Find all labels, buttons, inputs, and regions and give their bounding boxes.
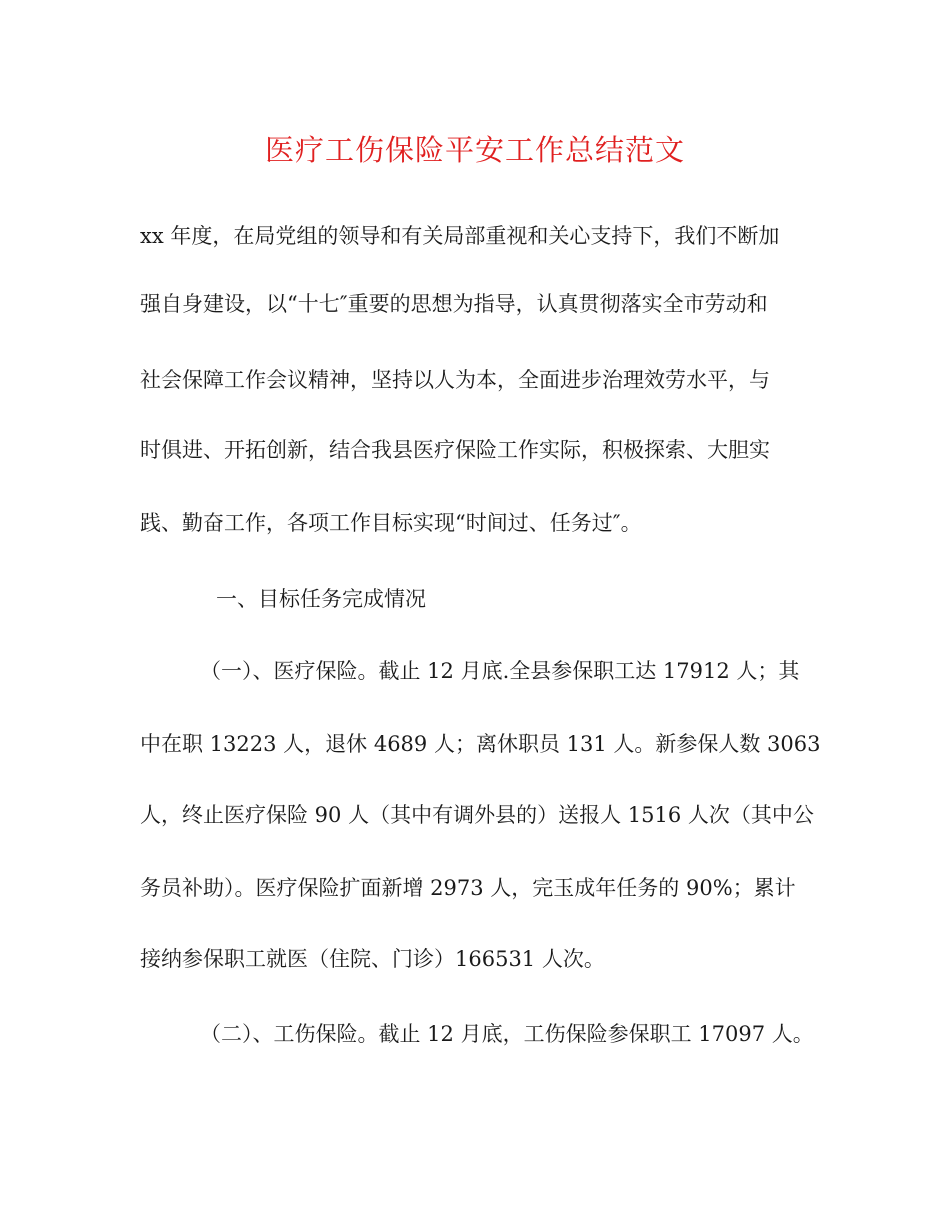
paragraph-line: 务员补助）。医疗保险扩面新增 2973 人，完玉成年任务的 90%；累计 (140, 876, 796, 900)
paragraph-line: （一）、医疗保险。截止 12 月底.全县参保职工达 17912 人；其 (200, 659, 800, 683)
document-title: 医疗工伤保险平安工作总结范文 (264, 133, 685, 167)
paragraph-line: 强自身建设，以“十七″重要的思想为指导，认真贯彻落实全市劳动和 (140, 292, 768, 316)
paragraph-line: 践、勤奋工作，各项工作目标实现“时间过、任务过″。 (140, 511, 642, 535)
paragraph-line: （二）、工伤保险。截止 12 月底，工伤保险参保职工 17097 人。 (200, 1022, 814, 1046)
section-heading: 一、目标任务完成情况 (216, 587, 426, 611)
paragraph-line: 时俱进、开拓创新，结合我县医疗保险工作实际，积极探索、大胆实 (140, 438, 770, 462)
paragraph-line: 接纳参保职工就医（住院、门诊）166531 人次。 (140, 947, 605, 971)
paragraph-line: 人，终止医疗保险 90 人（其中有调外县的）送报人 1516 人次（其中公 (140, 803, 814, 827)
paragraph-line: xx 年度，在局党组的领导和有关局部重视和关心支持下，我们不断加 (140, 224, 780, 248)
paragraph-line: 社会保障工作会议精神，坚持以人为本，全面进步治理效劳水平，与 (140, 368, 770, 392)
paragraph-line: 中在职 13223 人，退休 4689 人；离休职员 131 人。新参保人数 3063 (140, 732, 821, 756)
